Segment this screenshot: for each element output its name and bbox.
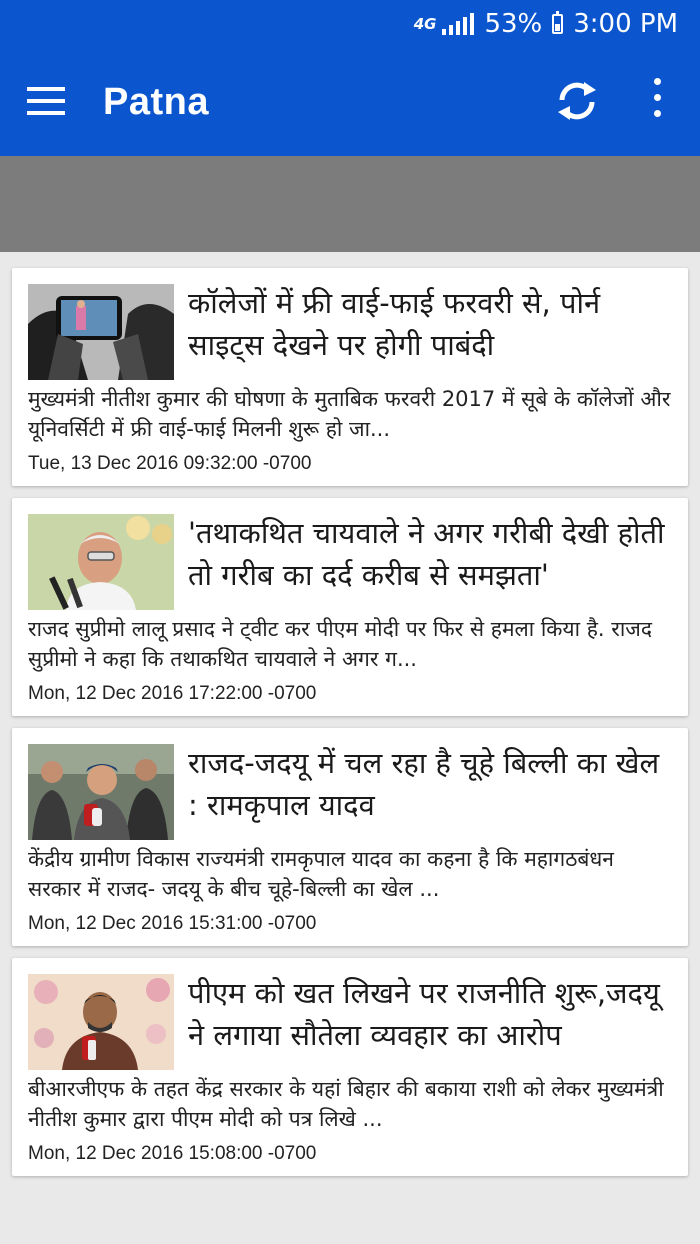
news-thumbnail — [28, 514, 174, 610]
hamburger-menu-icon[interactable] — [27, 87, 67, 117]
refresh-icon[interactable] — [554, 78, 600, 124]
battery-icon — [552, 14, 563, 34]
news-date: Mon, 12 Dec 2016 17:22:00 -0700 — [28, 683, 317, 704]
news-thumbnail — [28, 974, 174, 1070]
news-headline: राजद-जदयू में चल रहा है चूहे बिल्ली का खेल : रामकृपाल यादव — [188, 746, 660, 822]
news-card[interactable] — [12, 958, 688, 1176]
news-card[interactable] — [12, 498, 688, 716]
clock: 3:00 PM — [573, 9, 678, 39]
news-date: Tue, 13 Dec 2016 09:32:00 -0700 — [28, 453, 312, 474]
network-type: 4G — [413, 15, 437, 33]
news-headline: पीएम को खत लिखने पर राजनीति शुरू,जदयू ने लगाया सौतेला व्यवहार का आरोप — [188, 976, 660, 1052]
app-bar — [0, 48, 700, 156]
news-headline: 'तथाकथित चायवाले ने अगर गरीबी देखी होती तो गरीब का दर्द करीब से समझता' — [188, 516, 665, 592]
news-summary: राजद सुप्रीमो लालू प्रसाद ने ट्वीट कर पीएम मोदी पर फिर से हमला किया है. राजद सुप्रीमो ने कहा कि तथाकथित चायवाले ने अगर ग... — [28, 617, 652, 671]
news-summary: बीआरजीएफ के तहत केंद्र सरकार के यहां बिहार की बकाया राशी को लेकर मुख्यमंत्री नीतीश कुमार द्वारा पीएम मोदी को पत्र लिखे ... — [28, 1077, 664, 1131]
ad-banner — [0, 156, 700, 252]
news-summary: केंद्रीय ग्रामीण विकास राज्यमंत्री रामकृपाल यादव का कहना है कि महागठबंधन सरकार में राजद- जदयू के बीच चूहे-बिल्ली का खेल ... — [28, 847, 614, 901]
news-summary: मुख्यमंत्री नीतीश कुमार की घोषणा के मुताबिक फरवरी 2017 में सूबे के कॉलेजों और यूनिवर्सिटी में फ्री वाई-फाई मिलनी शुरू हो जा... — [28, 387, 671, 441]
battery-percent: 53% — [484, 9, 543, 39]
more-vert-icon[interactable] — [650, 76, 664, 126]
signal-icon — [442, 13, 474, 35]
news-thumbnail — [28, 744, 174, 840]
app-title: Patna — [103, 80, 209, 123]
status-bar — [0, 0, 700, 48]
news-thumbnail — [28, 284, 174, 380]
news-card[interactable] — [12, 728, 688, 946]
news-list — [0, 252, 700, 1176]
news-card[interactable] — [12, 268, 688, 486]
news-date: Mon, 12 Dec 2016 15:08:00 -0700 — [28, 1143, 317, 1164]
news-date: Mon, 12 Dec 2016 15:31:00 -0700 — [28, 913, 317, 934]
news-headline: कॉलेजों में फ्री वाई-फाई फरवरी से, पोर्न साइट्स देखने पर होगी पाबंदी — [188, 286, 601, 362]
